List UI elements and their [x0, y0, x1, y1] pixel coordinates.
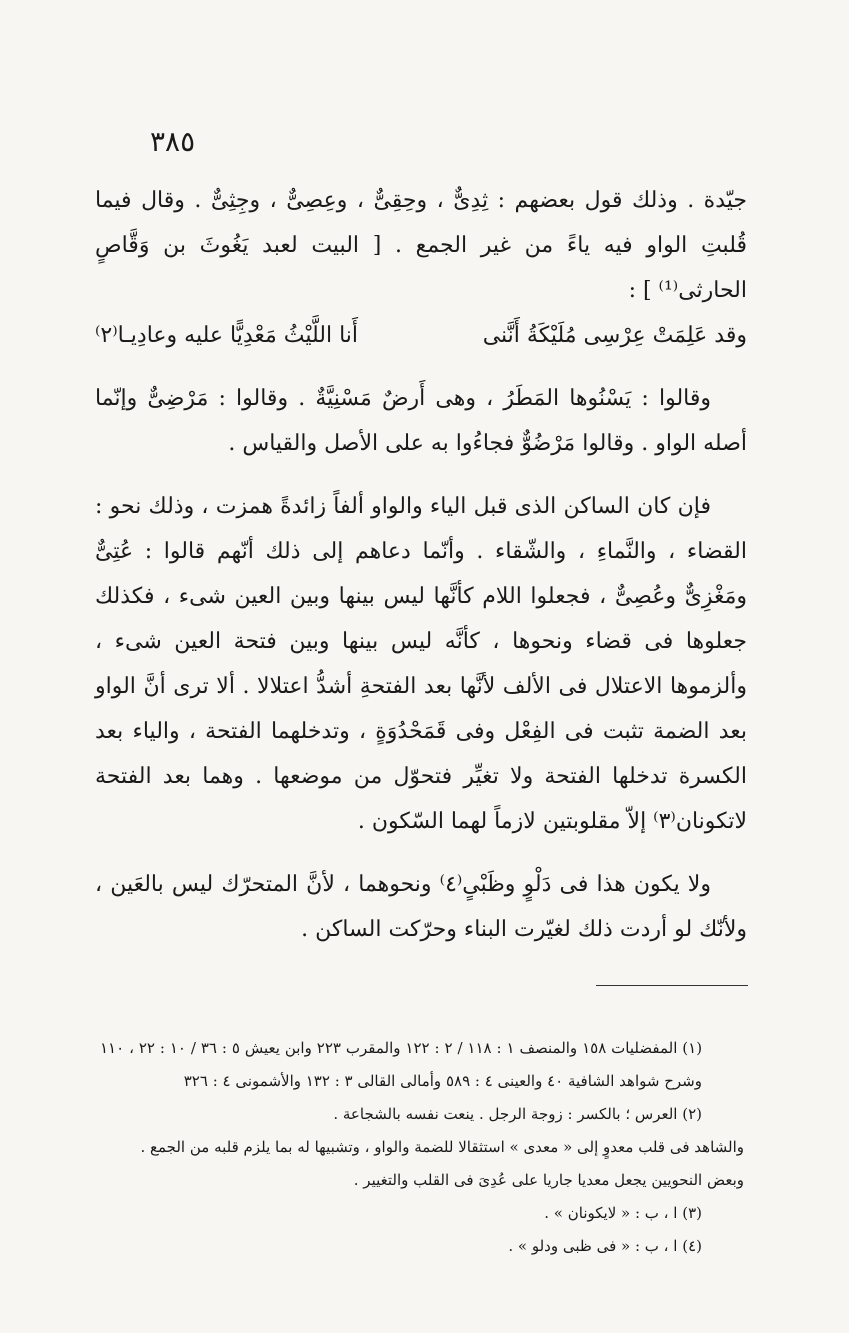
paragraph-1-text: جيّدة . وذلك قول بعضهم : ثِدِىٌّ ، وحِقِىٌّ ، وعِصِىٌّ ، وجِثِىٌّ . وقال فيما قُلبتِ الواو فيه ياءً من غير الجمع . [ البيت لعبد يَغُوثَ بن وَقَّاصٍ الحارثى	[95, 188, 747, 303]
verse-line	[95, 313, 747, 358]
footnote-3: (٣) ا ، ب : « لايكونان » .	[544, 1204, 702, 1222]
footnote-4: (٤) ا ، ب : « فى ظبى ودلو » .	[508, 1237, 702, 1255]
footnote-2-cont-a: والشاهد فى قلب معدوٍ إلى « معدى » استثقالا للضمة والواو ، وتشبيها له بما يلزم قلبه من الجمع .	[140, 1138, 744, 1156]
footnote-divider	[596, 985, 748, 986]
footnote-2-cont-b: وبعض النحويين يجعل معديا جاريا على عُدِىَ فى القلب والتغيير .	[353, 1171, 744, 1189]
footnote-2: (٢) العرس ؛ بالكسر : زوجة الرجل . ينعت نفسه بالشجاعة .	[333, 1105, 702, 1123]
main-text	[95, 178, 747, 952]
footnote-1: (١) المفضليات ١٥٨ والمنصف ١ : ١١٨ / ٢ : ١٢٢ والمقرب ٢٢٣ وابن يعيش ٥ : ٣٦ / ١٠ : ٢٢ ، ١١٠ وشرح شواهد الشافية ٤٠ والعينى ٤ : ٥٨٩ وأمالى القالى ٣ : ١٣٢ والأشمونى ٤ : ٣٢٦	[100, 1039, 703, 1090]
paragraph-4: ولا يكون هذا فى دَلْوٍ وظَبْىٍ⁽٤⁾ ونحوهما ، لأنَّ المتحرّك ليس بالعَين ، ولأنّك لو أردت ذلك لغيّرت البناء وحرّكت الساكن .	[95, 872, 747, 942]
footnote-ref-1: ⁽¹⁾ ] :	[628, 278, 679, 303]
page-number: ٣٨٥	[150, 125, 196, 158]
footnotes	[100, 1032, 744, 1263]
verse-first-hemistich: وقد عَلِمَتْ عِرْسِى مُلَيْكَةُ أَنَّنى	[482, 323, 747, 348]
verse-second-hemistich: أَنا اللَّيْثُ مَعْدِيًّا عليه وعادِيـا⁽٢⁾	[95, 323, 359, 348]
paragraph-2: وقالوا : يَسْنُوها المَطَرُ ، وهى أَرضٌ مَسْنِيَّةٌ . وقالوا : مَرْضِىٌّ وإنّما أصله الواو . وقالوا مَرْضُوٌّ فجاءُوا به على الأصل والقياس .	[95, 386, 747, 456]
paragraph-3: فإن كان الساكن الذى قبل الياء والواو ألفاً زائدةً همزت ، وذلك نحو : القضاء ، والنَّماءِ ، والشّقاء . وأنّما دعاهم إلى ذلك أنّهم قالوا : عُتِىٌّ ومَغْزِىٌّ وعُصِىٌّ ، فجعلوا اللام كأنَّها ليس بينها وبين العين شىء ، فكذلك جعلوها فى قضاء ونحوها ، كأنَّه ليس بينها وبين فتحة العين شىء ، وألزموها الاعتلال فى الألف لأنَّها بعد الفتحةِ أشدُّ اعتلالا . ألا ترى أنَّ الواو بعد الضمة تثبت فى الفِعْل وفى قَمَحْدُوَةٍ ، وتدخلهما الفتحة ، والياء بعد الكسرة تدخلها الفتحة ولا تغيِّر فتحوّل من موضعها . وهما بعد الفتحة لاتكونان⁽٣⁾ إلاّ مقلوبتين لازماً لهما السّكون .	[95, 494, 747, 834]
paragraph-1	[95, 178, 747, 313]
